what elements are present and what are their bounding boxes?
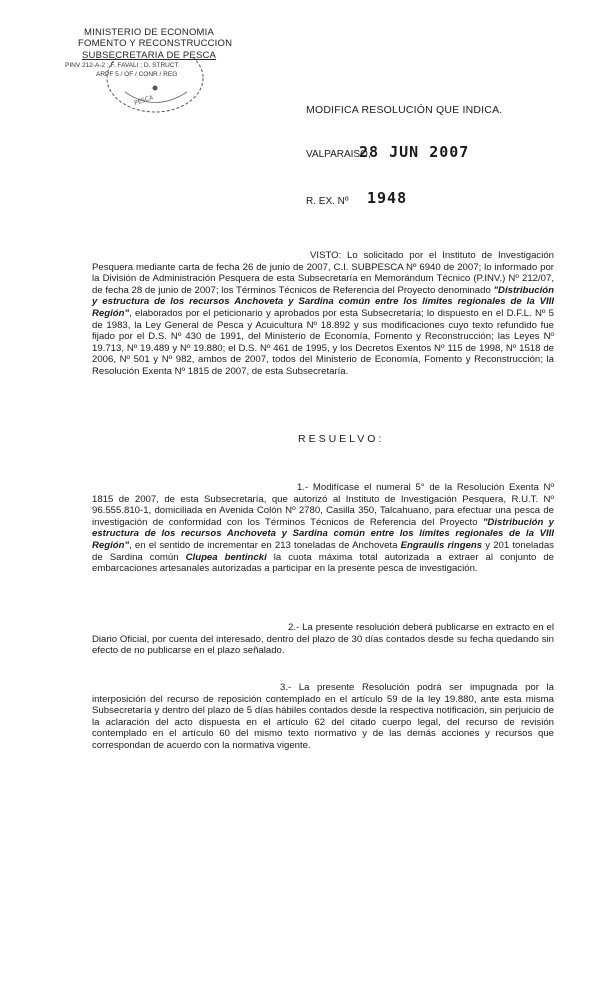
item-1-paragraph bbox=[92, 482, 554, 575]
header-distribution-2: ARPF 5 / OF / CONR / REG bbox=[96, 71, 178, 78]
visto-text-2: , elaborados por el peticionario y aprobados por esta Subsecretaría; lo dispuesto en el D.F.L. Nº 5 de 1983, la Ley General de Pesca y Acuicultura Nº 18.892 y sus modificaciones cuyo texto refundido fue fijado por el D.S. Nº 430 de 1991, del Ministerio de Economía, Fomento y Reconstrucción; las Leyes Nº 19.713, Nº 19.489 y Nº 19.880; el D.S. Nº 461 de 1995, y los Decretos Exentos Nº 115 de 1998, Nº 1518 de 2006, Nº 501 y Nº 982, ambos de 2007, todos del Ministerio de Economía, Fomento y Reconstrucción; la Resolución Exenta Nº 1815 de 2007, de esta Subsecretaría. bbox=[92, 307, 554, 377]
resuelvo-heading: RESUELVO: bbox=[298, 433, 385, 445]
item-1-text-3: y 201 toneladas de Sardina común bbox=[92, 539, 554, 563]
visto-text-1: VISTO: Lo solicitado por el Instituto de Investigación Pesquera mediante carta de fecha 26 de junio de 2007, C.I. SUBPESCA Nº 6940 de 2007; lo informado por la División de Administración Pesquera de esta Subsecretaría en Memorándum Técnico (P.INV.) Nº 212/07, de fecha 28 de junio de 2007; los Términos Técnicos de Referencia del Proyecto denominado bbox=[92, 250, 554, 296]
header-fomento: FOMENTO Y RECONSTRUCCION bbox=[78, 38, 233, 49]
item-1-project-name: "Distribución y estructura de los recursos Anchoveta y Sardina común entre los límites regionales de la VIII Región" bbox=[92, 516, 555, 551]
visto-project-name: "Distribución y estructura de los recursos Anchoveta y Sardina común entre los límites regionales de la VIII Región" bbox=[92, 284, 554, 319]
resolution-number: 1948 bbox=[367, 189, 408, 207]
document-title: MODIFICA RESOLUCIÓN QUE INDICA. bbox=[306, 104, 503, 116]
item-2-paragraph bbox=[92, 622, 554, 657]
visto-paragraph bbox=[92, 250, 554, 378]
item-1-species-anchoveta: Engraulis ringens bbox=[400, 539, 483, 551]
item-1-species-sardina: Clupea bentincki bbox=[185, 551, 267, 563]
date-stamp: 28 JUN 2007 bbox=[359, 143, 470, 161]
place-label: VALPARAISO, bbox=[306, 149, 371, 160]
item-2-text: 2.- La presente resolución deberá publicarse en extracto en el Diario Oficial, por cuenta del interesado, dentro del plazo de 30 días contados desde su fecha quedando sin efecto de no publicarse en el plazo señalado. bbox=[92, 622, 554, 657]
header-subsecretaria: SUBSECRETARIA DE PESCA bbox=[82, 50, 217, 61]
item-1-text-1: 1.- Modifícase el numeral 5° de la Resolución Exenta Nº 1815 de 2007, de esta Subsecretaría, que autorizó al Instituto de Investigación Pesquera, R.U.T. Nº 96.555.810-1, domiciliada en Avenida Colón Nº 2780, Casilla 350, Talcahuano, para efectuar una pesca de investigación de conformidad con los Términos Técnicos de Referencia del Proyecto bbox=[92, 482, 554, 528]
official-seal-stamp bbox=[95, 58, 205, 118]
rex-label: R. EX. Nº bbox=[306, 196, 349, 207]
item-1-text-2: , en el sentido de incrementar en 213 toneladas de Anchoveta bbox=[129, 539, 401, 551]
header-ministry: MINISTERIO DE ECONOMIA bbox=[84, 27, 215, 38]
item-1-text-4: la cuota máxima total autorizada a extraer al conjunto de embarcaciones artesanales autorizadas a participar en la presente pesca de investigación. bbox=[92, 551, 555, 575]
item-3-text: 3.- La presente Resolución podrá ser impugnada por la interposición del recurso de reposición contemplado en el artículo 59 de la ley 19.880, ante esta misma Subsecretaría y dentro del plazo de 5 días hábiles contados desde la respectiva notificación, sin perjuicio de la aclaración del acto dispuesta en el artículo 62 del citado cuerpo legal, del recurso de revisión contemplado en el artículo 60 del mismo texto normativo y de las demás acciones y recursos que correspondan de acuerdo con la normativa vigente. bbox=[92, 682, 554, 751]
item-3-paragraph bbox=[92, 682, 554, 752]
header-distribution: PINV 212-A-2 ; F. FAVALI ; D. STRUCT. bbox=[65, 62, 180, 69]
svg-text:PESCA: PESCA bbox=[133, 94, 155, 107]
